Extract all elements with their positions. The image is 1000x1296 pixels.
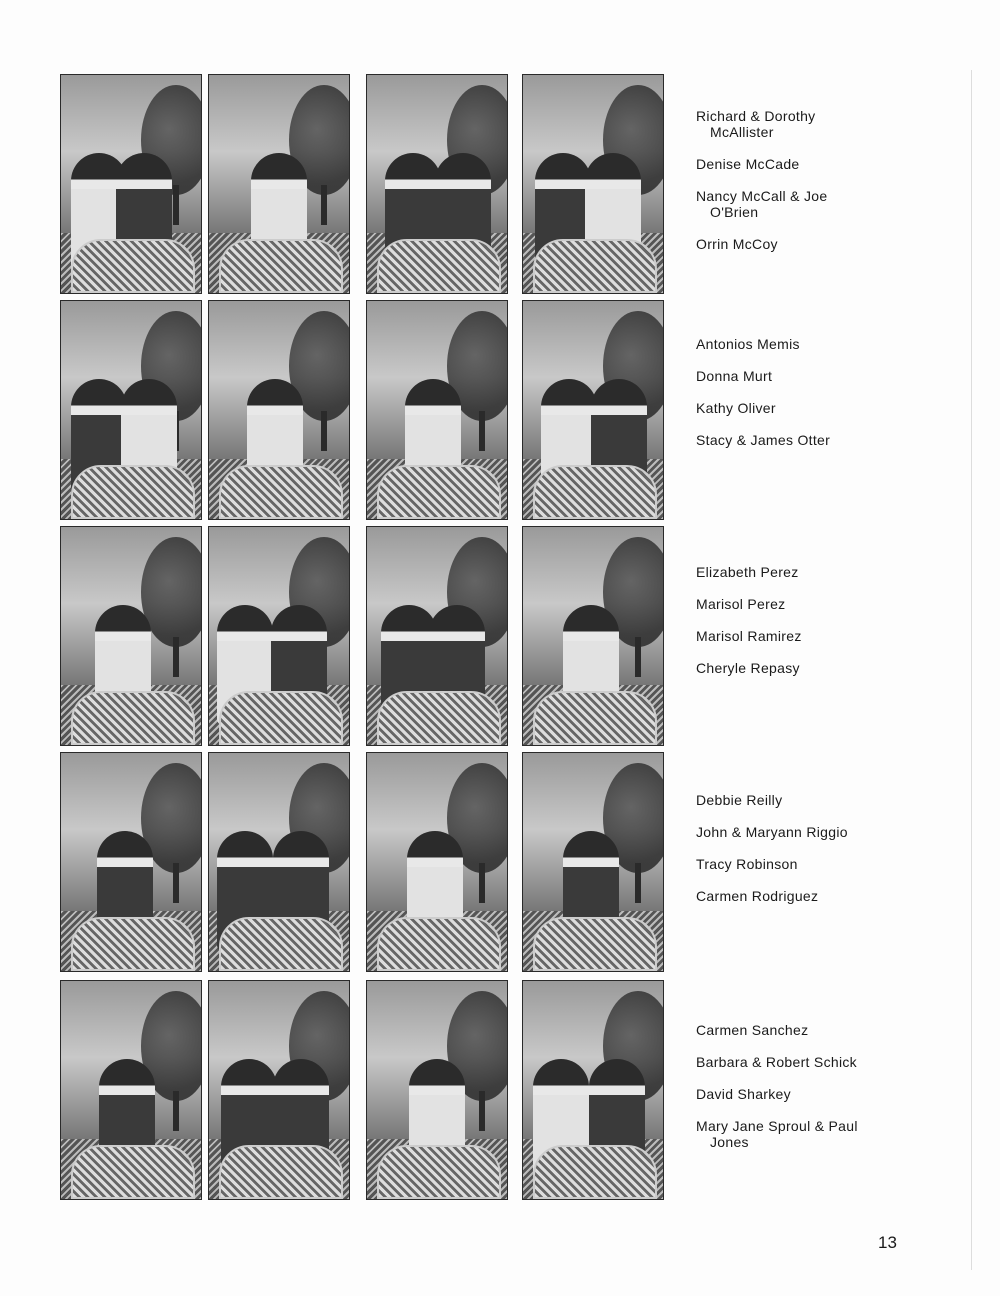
portrait-photo — [522, 752, 664, 972]
portrait-photo — [522, 526, 664, 746]
student-name: Stacy & James Otter — [696, 432, 831, 448]
name-list — [696, 108, 896, 268]
student-name: Debbie Reilly — [696, 792, 783, 808]
portrait-photo — [366, 300, 508, 520]
portrait-photo — [366, 752, 508, 972]
student-name: Denise McCade — [696, 156, 800, 172]
portrait-photo — [60, 752, 202, 972]
student-name: Tracy Robinson — [696, 856, 798, 872]
name-list — [696, 792, 896, 920]
student-name: Kathy Oliver — [696, 400, 776, 416]
student-name: Antonios Memis — [696, 336, 800, 352]
portrait-photo — [208, 526, 350, 746]
portrait-row — [60, 526, 1000, 744]
student-name: Richard & Dorothy McAllister — [696, 108, 816, 140]
portrait-photo — [522, 980, 664, 1200]
student-name: Barbara & Robert Schick — [696, 1054, 857, 1070]
portrait-photo — [522, 74, 664, 294]
portrait-row — [60, 752, 1000, 970]
portrait-row — [60, 980, 1000, 1198]
portrait-photo — [60, 980, 202, 1200]
name-list — [696, 564, 896, 692]
student-name: Mary Jane Sproul & Paul Jones — [696, 1118, 858, 1150]
name-list — [696, 1022, 896, 1166]
student-name: David Sharkey — [696, 1086, 791, 1102]
student-name: Nancy McCall & Joe O'Brien — [696, 188, 828, 220]
name-list — [696, 336, 896, 464]
portrait-photo — [60, 74, 202, 294]
student-name: Elizabeth Perez — [696, 564, 799, 580]
student-name: Marisol Ramirez — [696, 628, 802, 644]
portrait-photo — [522, 300, 664, 520]
portrait-photo — [366, 980, 508, 1200]
student-name: Carmen Sanchez — [696, 1022, 809, 1038]
student-name: Cheryle Repasy — [696, 660, 800, 676]
portrait-photo — [208, 74, 350, 294]
portrait-photo — [366, 74, 508, 294]
portrait-row — [60, 74, 1000, 292]
portrait-photo — [366, 526, 508, 746]
student-name: Marisol Perez — [696, 596, 786, 612]
student-name: Donna Murt — [696, 368, 773, 384]
page-number: 13 — [878, 1233, 897, 1252]
portrait-row — [60, 300, 1000, 518]
student-name: Orrin McCoy — [696, 236, 778, 252]
portrait-photo — [208, 752, 350, 972]
portrait-photo — [208, 980, 350, 1200]
student-name: Carmen Rodriguez — [696, 888, 819, 904]
portrait-photo — [60, 526, 202, 746]
portrait-photo — [208, 300, 350, 520]
student-name: John & Maryann Riggio — [696, 824, 848, 840]
portrait-photo — [60, 300, 202, 520]
